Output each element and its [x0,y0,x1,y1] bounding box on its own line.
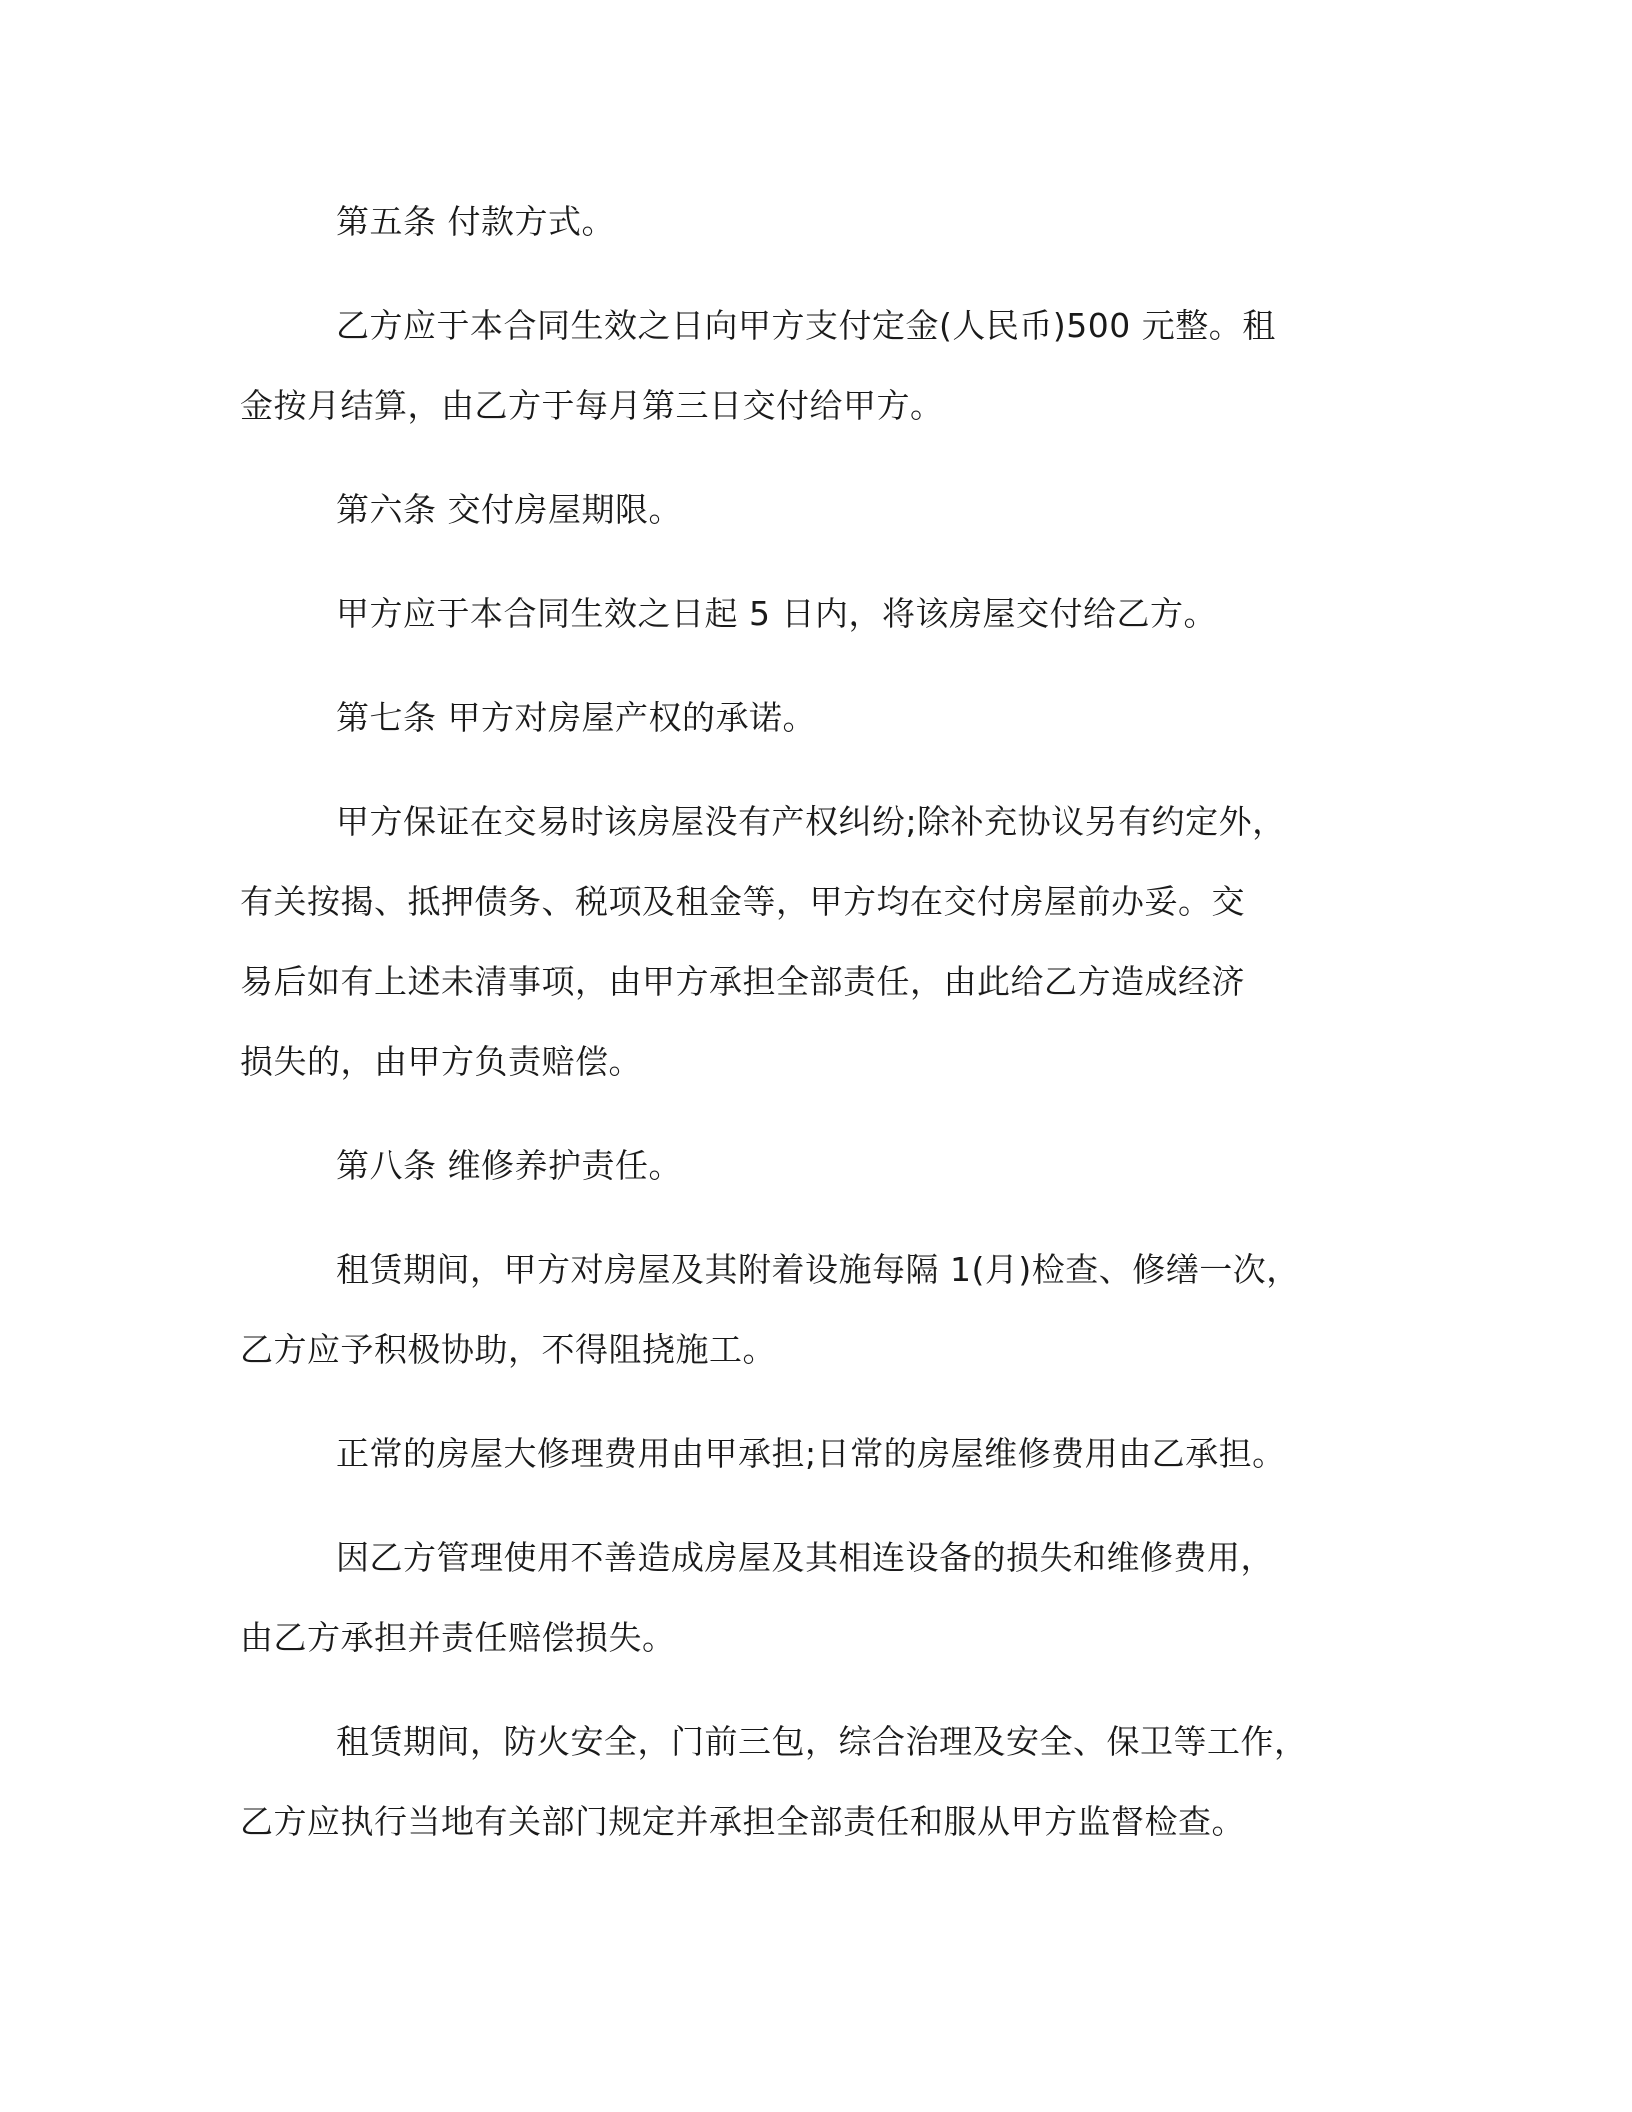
text-line: 乙方应执行当地有关部门规定并承担全部责任和服从甲方监督检查。 [240,1802,1245,1841]
text-line: 乙方应予积极协助，不得阻挠施工。 [240,1330,776,1369]
article-8-body-1 [240,1230,1400,1390]
text-line: 第七条 甲方对房屋产权的承诺。 [336,698,816,737]
article-6-body [240,574,1400,654]
text-line: 第五条 付款方式。 [336,202,615,241]
article-8-heading [240,1126,1400,1206]
article-8-body-3 [240,1518,1400,1678]
text-line: 损失的，由甲方负责赔偿。 [240,1042,642,1081]
text-line: 甲方保证在交易时该房屋没有产权纠纷;除补充协议另有约定外， [336,802,1286,841]
article-5-heading [240,182,1400,262]
article-5-body [240,286,1400,446]
text-line: 租赁期间，防火安全，门前三包，综合治理及安全、保卫等工作， [336,1722,1308,1761]
text-line: 甲方应于本合同生效之日起 5 日内，将该房屋交付给乙方。 [336,594,1217,633]
article-8-body-2 [240,1414,1400,1494]
text-line: 有关按揭、抵押债务、税项及租金等，甲方均在交付房屋前办妥。交 [240,882,1245,921]
article-6-heading [240,470,1400,550]
document-page [240,182,1400,1862]
text-line: 租赁期间，甲方对房屋及其附着设施每隔 1(月)检查、修缮一次， [336,1250,1300,1289]
text-line: 金按月结算，由乙方于每月第三日交付给甲方。 [240,386,944,425]
text-line: 易后如有上述未清事项，由甲方承担全部责任，由此给乙方造成经济 [240,962,1245,1001]
text-line: 乙方应于本合同生效之日向甲方支付定金(人民币)500 元整。租 [336,306,1276,345]
text-line: 由乙方承担并责任赔偿损失。 [240,1618,676,1657]
article-7-heading [240,678,1400,758]
text-line: 因乙方管理使用不善造成房屋及其相连设备的损失和维修费用， [336,1538,1274,1577]
article-7-body [240,782,1400,1102]
text-line: 第六条 交付房屋期限。 [336,490,682,529]
text-line: 第八条 维修养护责任。 [336,1146,682,1185]
text-line: 正常的房屋大修理费用由甲承担;日常的房屋维修费用由乙承担。 [336,1434,1286,1473]
article-8-body-4 [240,1702,1400,1862]
